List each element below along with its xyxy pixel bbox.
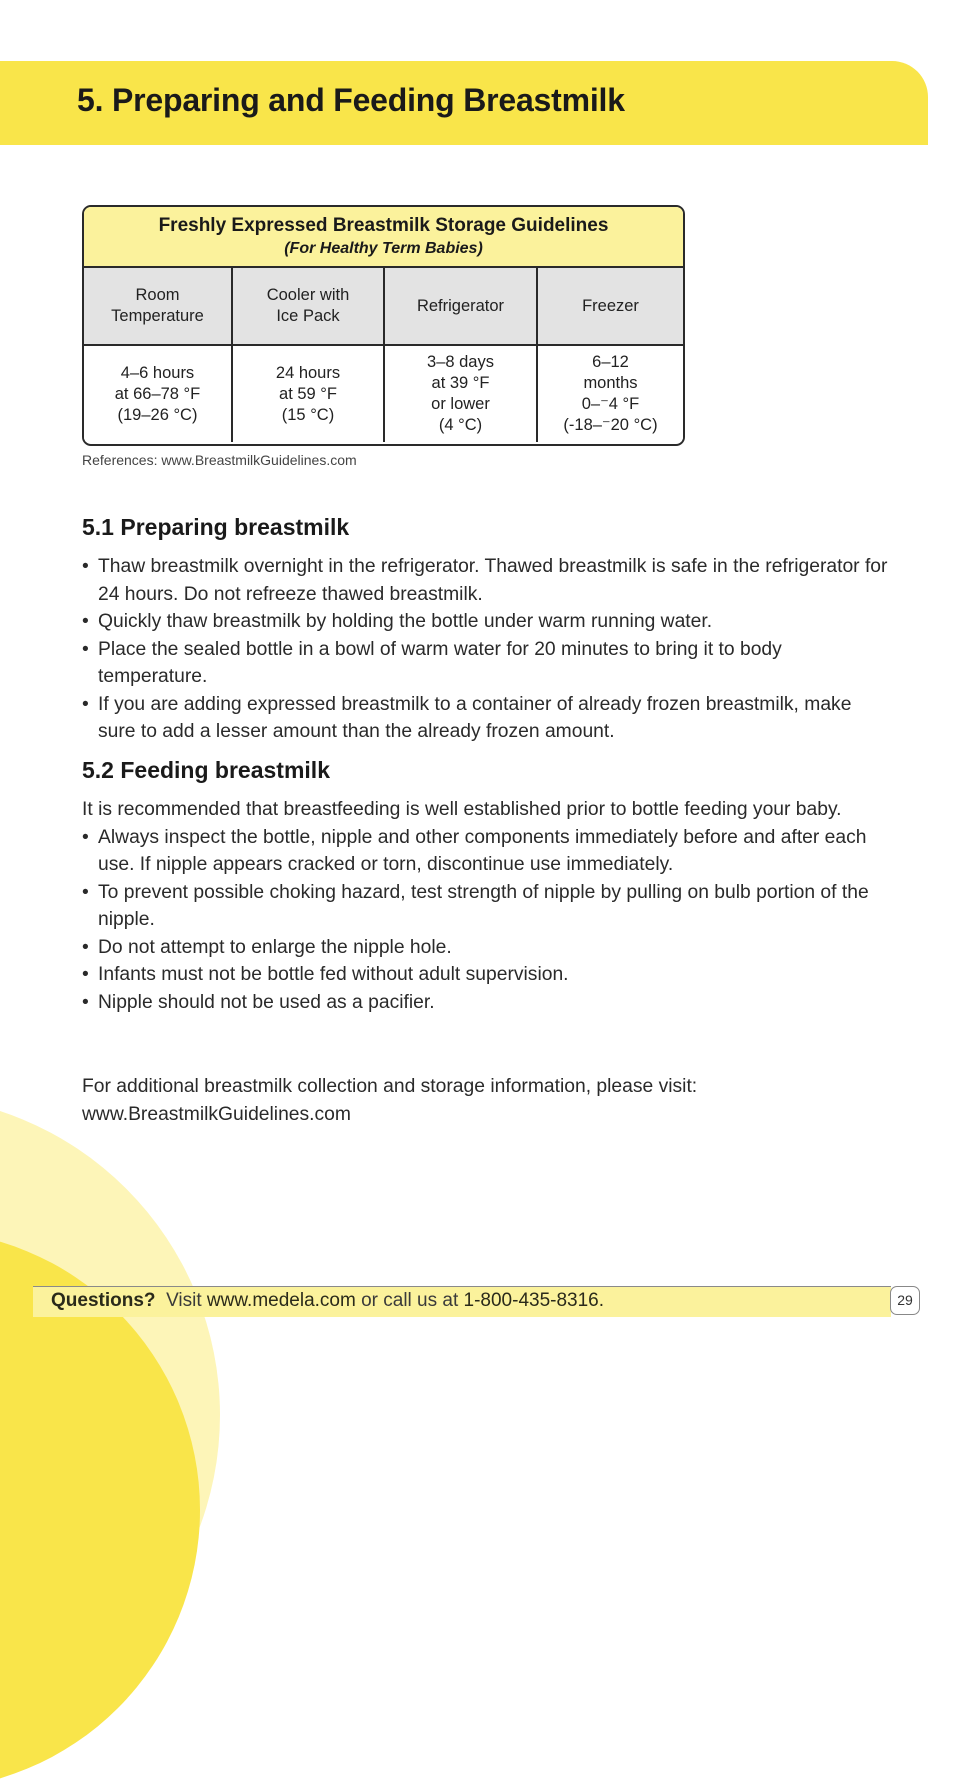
footer-contact [51,1290,604,1312]
value-refrigerator: 3–8 days at 39 °F or lower (4 °C) [385,346,538,442]
storage-guidelines-table [82,205,685,446]
footer-site-link[interactable]: www.medela.com [206,1290,356,1311]
value-freezer: 6–12 months 0–⁻4 °F (-18–⁻20 °C) [563,353,658,434]
feeding-intro: It is recommended that breastfeeding is well established prior to bottle feeding your baby. [82,799,842,820]
footer-phone[interactable]: 1-800-435-8316. [463,1290,605,1311]
preparing-list [82,553,892,746]
table-title: Freshly Expressed Breastmilk Storage Guidelines [158,215,609,236]
page-title: 5. Preparing and Feeding Breastmilk [77,82,625,118]
list-item: • If you are adding expressed breastmilk to a container of already frozen breastmilk, make sure to add a lesser amount than the already frozen amount. [82,691,892,746]
column-header-room-temperature: Room Temperature [84,268,233,344]
column-header-refrigerator: Refrigerator [385,268,538,344]
table-header [84,207,683,268]
value-cooler: 24 hours at 59 °F (15 °C) [233,346,385,442]
list-item: • Infants must not be bottle fed without adult supervision. [82,961,892,989]
page-number: 29 [890,1286,920,1315]
table-row [84,346,683,442]
section-heading-preparing: 5.1 Preparing breastmilk [82,514,350,540]
value-room-temperature: 4–6 hours at 66–78 °F (19–26 °C) [84,346,233,442]
footer-call: or call us at [361,1290,459,1311]
more-info [82,1073,892,1128]
section-heading-feeding: 5.2 Feeding breastmilk [82,757,330,783]
feeding-section [82,796,892,1016]
list-item: • To prevent possible choking hazard, test strength of nipple by pulling on bulb portion of the nipple. [82,879,892,934]
list-item: • Quickly thaw breastmilk by holding the bottle under warm running water. [82,608,892,636]
table-subtitle: (For Healthy Term Babies) [284,240,483,257]
column-header-freezer: Freezer [582,296,639,315]
footer-visit: Visit [166,1290,202,1311]
column-header-cooler: Cooler with Ice Pack [233,268,385,344]
list-item: • Do not attempt to enlarge the nipple hole. [82,934,892,962]
more-info-text: For additional breastmilk collection and storage information, please visit: [82,1076,698,1097]
list-item: • Nipple should not be used as a pacifier. [82,989,892,1017]
table-column-headers [84,268,683,346]
more-info-link[interactable]: www.BreastmilkGuidelines.com [82,1103,351,1125]
list-item: • Always inspect the bottle, nipple and other components immediately before and after each use. If nipple appears cracked or torn, discontinue use immediately. [82,824,892,879]
list-item: • Thaw breastmilk overnight in the refrigerator. Thawed breastmilk is safe in the refrigerator for 24 hours. Do not refreeze thawed breastmilk. [82,553,892,608]
table-references: References: www.BreastmilkGuidelines.com [82,452,357,468]
footer-questions: Questions? [51,1290,156,1311]
list-item: • Place the sealed bottle in a bowl of warm water for 20 minutes to bring it to body temperature. [82,636,892,691]
